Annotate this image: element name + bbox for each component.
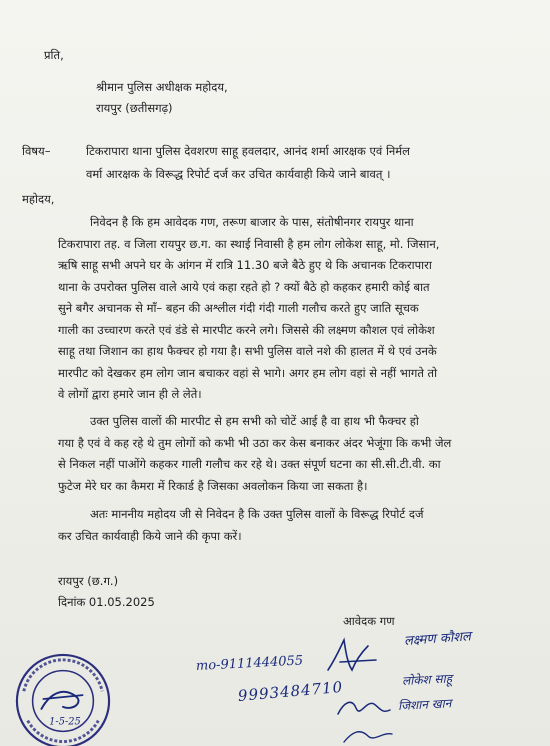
place: रायपुर (छ.ग.) <box>58 574 119 588</box>
date-line: दिनांक 01.05.2025 <box>58 595 155 609</box>
handwritten-name-3: जिशान खान <box>397 696 452 713</box>
paragraph-line: फुटेज मेरे घर का कैमरा में रिकार्ड है जिसका अवलोकन किया जा सकता है। <box>58 478 368 493</box>
subject-label: विषय– <box>22 144 51 158</box>
paragraph-1 <box>58 212 439 406</box>
stamp-pen-scribble <box>41 692 78 709</box>
subject-line-2: वर्मा आरक्षक के विरूद्ध रिपोर्ट दर्ज कर उचित कार्यवाही किये जाने बावत् । <box>86 167 391 181</box>
handwritten-name-1: लक्ष्मण कौशल <box>403 629 472 649</box>
paragraph-line: गया है एवं वे कह रहे थे तुम लोगों को कभी भी उठा कर केस बनाकर अंदर भेजूंगा कि कभी जेल <box>58 435 452 450</box>
paragraph-line: सुने बगैर अचानक से माँ– बहन की अश्लील गंदी गंदी गाली गलौच करते हुए जाति सूचक <box>58 301 419 315</box>
handwritten-name-2: लोकेश साहू <box>401 671 453 688</box>
paragraph-line: साहू तथा जिशान का हाथ फैक्चर हो गया है। सभी पुलिस वाले नशे की हालत में थे एवं उनके <box>58 344 437 358</box>
paragraph-line: निवेदन है कि हम आवेदक गण, तरूण बाजार के पास, संतोषीनगर रायपुर थाना <box>90 215 414 229</box>
signature-stroke <box>328 640 376 670</box>
paragraph-line: थाना के उपरोक्त पुलिस वाले आये एवं कहा रहते हो ? क्यों बैठे हो कहकर हमारी कोई बात <box>58 279 430 294</box>
paragraph-line: गाली का उच्चारण करते एवं डंडे से मारपीट करने लगे। जिससे की लक्ष्मण कौशल एवं लोकेश <box>58 322 435 337</box>
stamp-outer-ring <box>17 655 109 746</box>
paragraph-2 <box>58 411 451 497</box>
office-stamp <box>14 652 112 746</box>
paragraph-line: वे लोगों द्वारा हमारे जान ही ले लेते। <box>58 387 202 401</box>
addressee-line-1: श्रीमान पुलिस अधीक्षक महोदय, <box>96 80 228 94</box>
paragraph-line: से निकल नहीं पाओंगे कहकर गाली गलौच कर रहे थे। उक्त संपूर्ण घटना का सी.सी.टी.वी. का <box>58 457 441 471</box>
signature-scribble-2 <box>334 690 394 724</box>
handwritten-phone-2: 9993484710 <box>237 677 344 705</box>
to-label: प्रति, <box>44 48 64 62</box>
paragraph-line: टिकरापारा तह. व जिला रायपुर छ.ग. का स्थाई निवासी है हम लोग लोकेश साहू, मो. जिसान, <box>58 236 440 251</box>
applicants-label: आवेदक गण <box>343 614 395 628</box>
paragraph-line: अतः माननीय महोदय जी से निवेदन है कि उक्त पुलिस वालों के विरूद्ध रिपोर्ट दर्ज <box>90 507 424 521</box>
addressee-line-2: रायपुर (छतीसगढ़) <box>96 101 173 115</box>
paragraph-3 <box>58 504 424 547</box>
signature-scribble-3 <box>340 724 400 746</box>
signature-stroke <box>338 702 390 714</box>
paragraph-line: मारपीट को देखकर हम लोग जान बचाकर वहां से भागे। अगर हम लोग वहां से नहीं भागते तो <box>58 365 438 380</box>
paragraph-line: उक्त पुलिस वालों की मारपीट से हम सभी को चोटें आई है वा हाथ भी फैक्चर हो <box>90 414 419 428</box>
signature-scribble-1 <box>322 630 402 682</box>
salutation: महोदय, <box>22 192 55 206</box>
paragraph-line: कर उचित कार्यवाही किये जाने की कृपा करें। <box>58 528 242 543</box>
subject-line-1: टिकरापारा थाना पुलिस देवशरण साहू हवलदार, आनंद शर्मा आरक्षक एवं निर्मल <box>86 144 410 158</box>
signature-stroke <box>344 732 392 742</box>
stamp-date-scrawl: 1-5-25 <box>49 716 81 728</box>
paragraph-line: ऋषि साहू सभी अपने घर के आंगन में रात्रि 11.30 बजे बैठे हुए थे कि अचानक टिकरापारा <box>58 258 432 272</box>
handwritten-phone-1: mo-9111444055 <box>195 653 304 674</box>
